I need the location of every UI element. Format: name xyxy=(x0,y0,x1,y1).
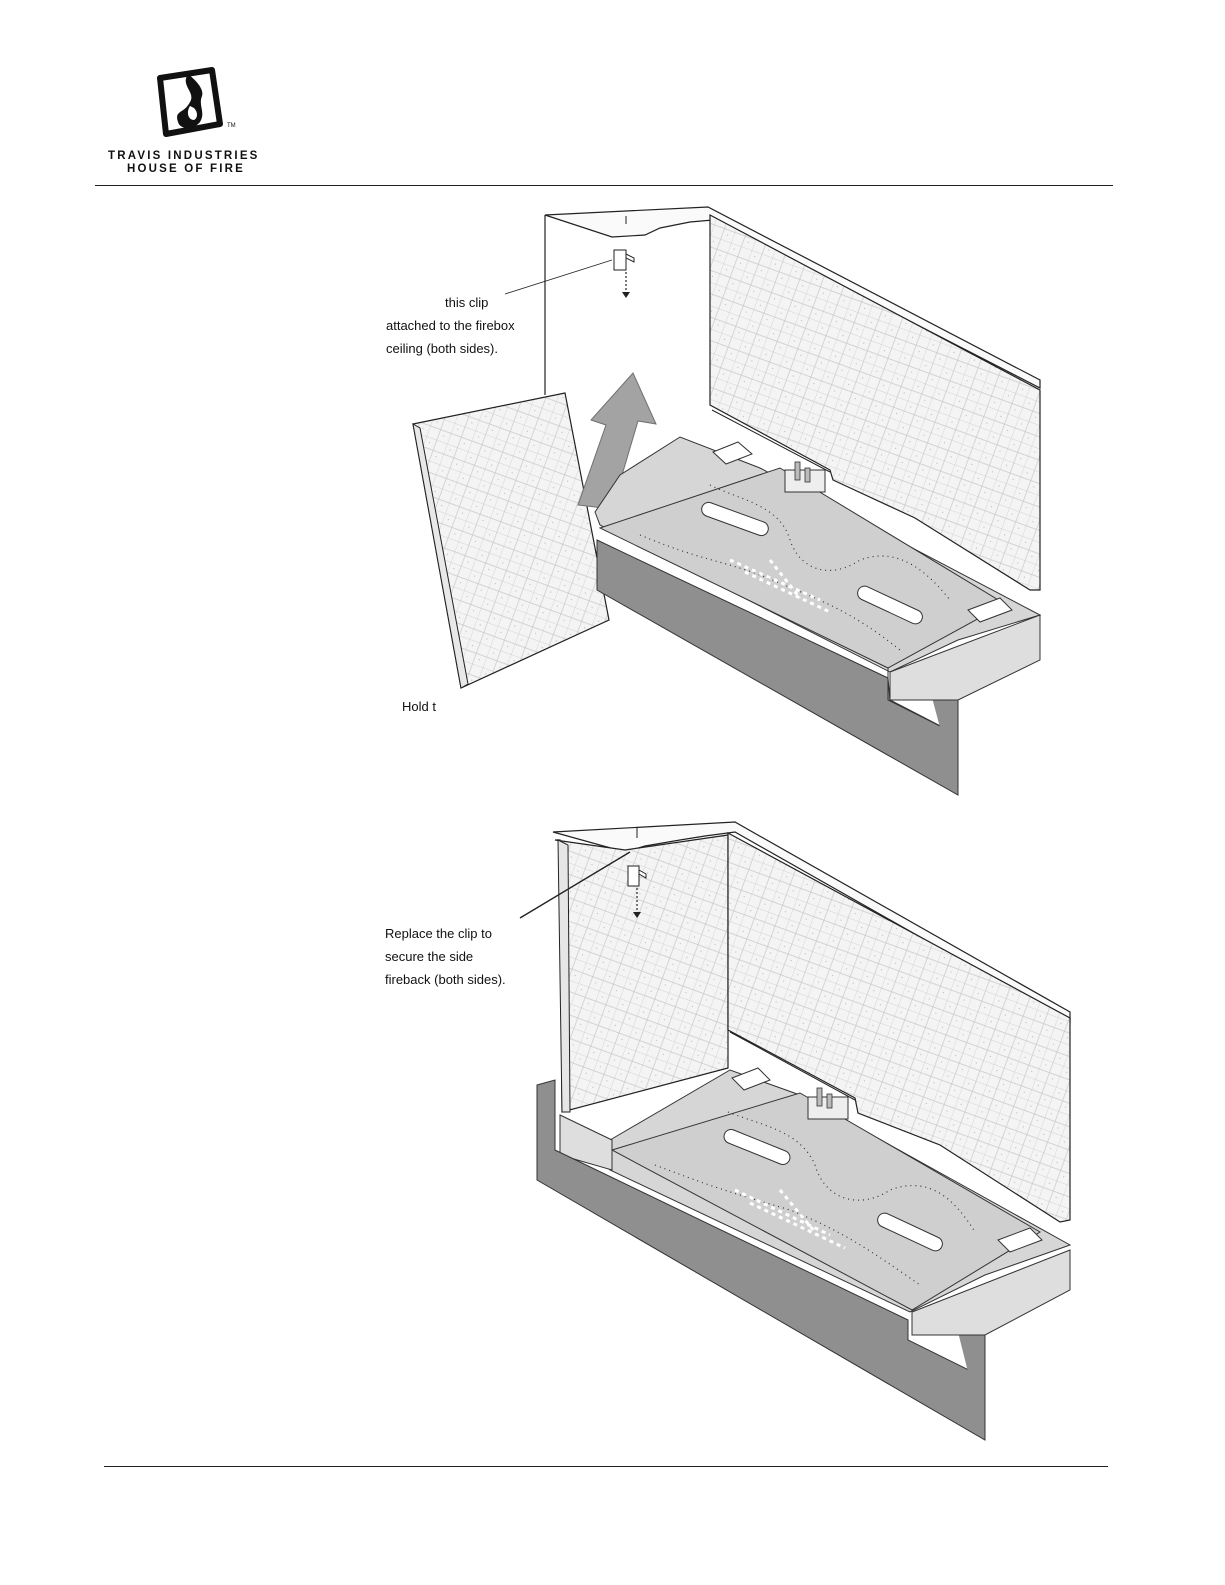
caption-line: fireback (both sides). xyxy=(385,972,506,987)
trademark-mark: TM xyxy=(227,123,236,129)
caption-line: ceiling (both sides). xyxy=(386,341,498,356)
firebox-drawing-bottom xyxy=(0,812,1225,1447)
firebox-drawing-top xyxy=(0,195,1225,805)
header-divider xyxy=(95,185,1113,186)
caption-line: secure the side xyxy=(385,949,474,964)
caption-line: attached to the firebox xyxy=(386,318,515,333)
illustration-remove-side-fireback xyxy=(0,195,1225,805)
illustration-replace-clip xyxy=(0,812,1225,1447)
flame-logo-icon xyxy=(150,66,230,140)
brand-tagline: HOUSE OF FIRE xyxy=(127,163,246,175)
brand-name: TRAVIS INDUSTRIES xyxy=(108,150,260,162)
footer-divider xyxy=(104,1466,1108,1467)
caption-hold: Hold t xyxy=(402,699,436,714)
caption-line: Replace the clip to xyxy=(385,926,492,941)
caption-line: this clip xyxy=(445,295,489,310)
page-header xyxy=(0,0,1225,190)
